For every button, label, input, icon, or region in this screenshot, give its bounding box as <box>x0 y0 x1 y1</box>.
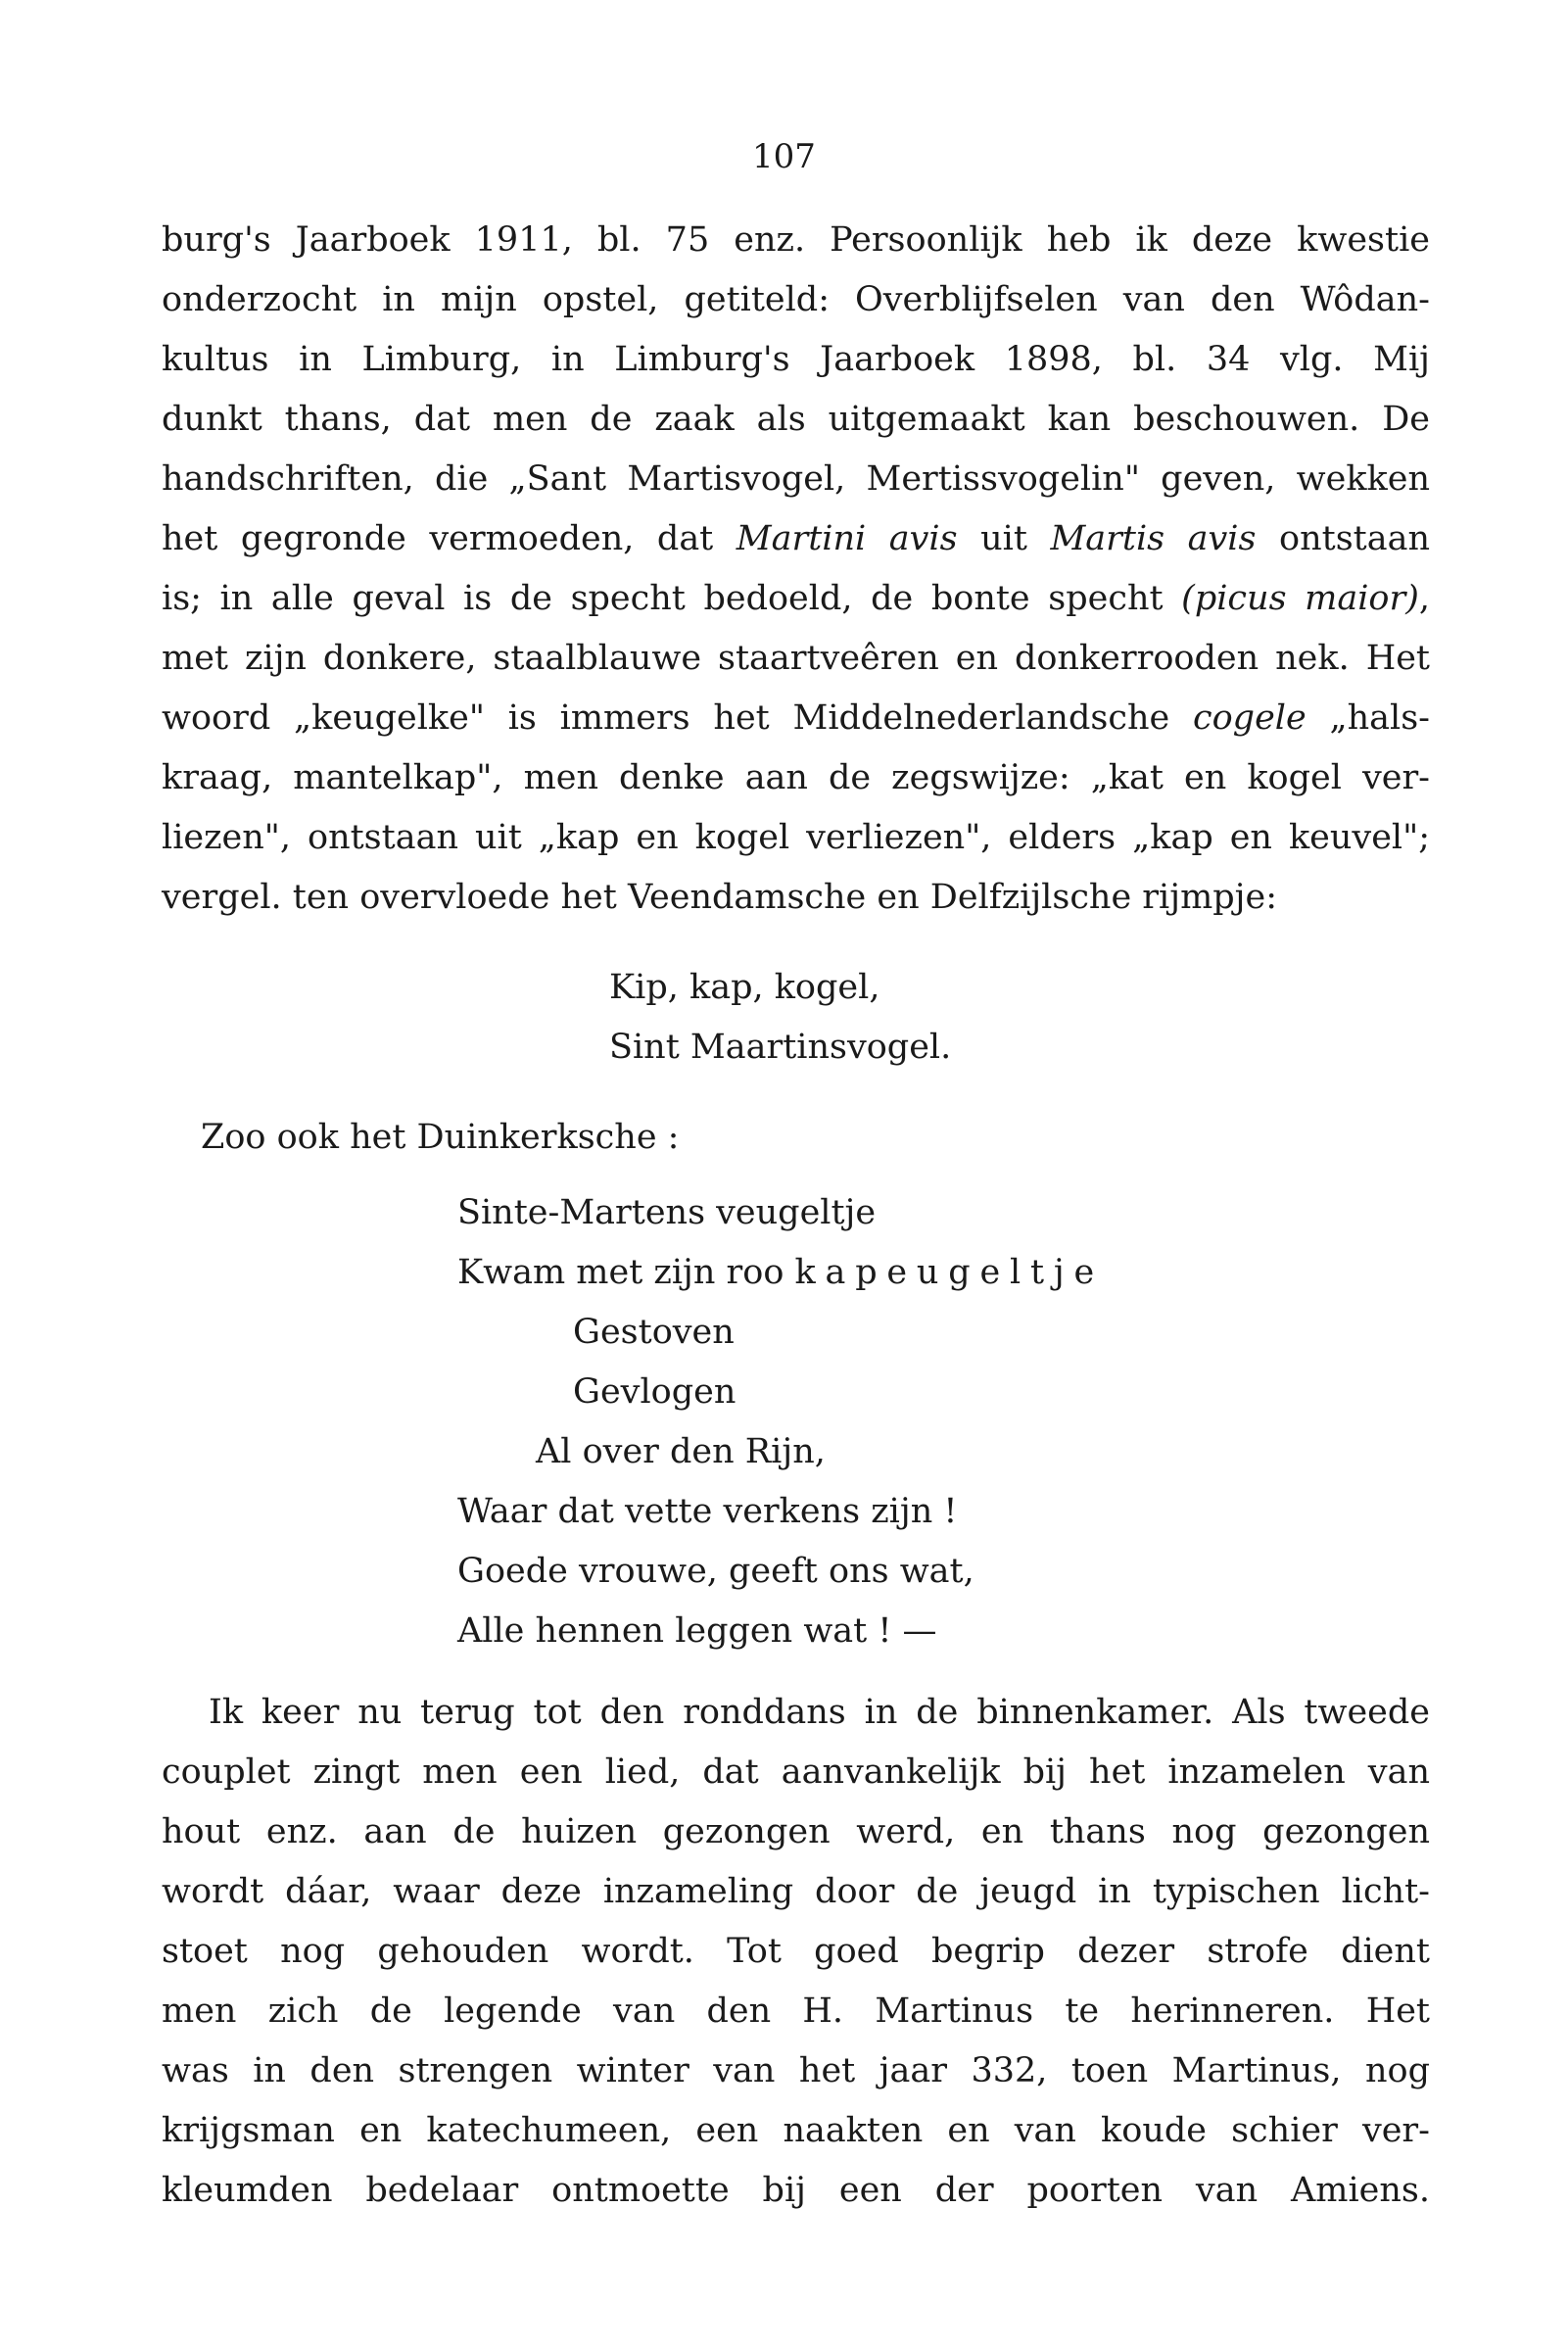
page-number: 107 <box>752 137 816 176</box>
text-line <box>162 689 1430 748</box>
text-line: wordt dáar, waar deze inzameling door de jeugd in typischen licht- <box>162 1872 1430 1911</box>
verse-line: Waar dat vette verkens zijn ! <box>457 1492 958 1531</box>
text-line: Ik keer nu terug tot den ronddans in de binnenkamer. Als tweede <box>209 1693 1430 1732</box>
text-line: onderzocht in mijn opstel, getiteld: Overblijfselen van den Wôdan- <box>162 280 1430 319</box>
text-line: kraag, mantelkap", men denke aan de zegswijze: „kat en kogel ver- <box>162 758 1430 797</box>
text-line: hout enz. aan de huizen gezongen werd, en thans nog gezongen <box>162 1812 1430 1851</box>
verse-line: Zoo ook het Duinkerksche : <box>201 1118 680 1157</box>
text-run: „hals- <box>1306 698 1430 738</box>
text-line: stoet nog gehouden wordt. Tot goed begrip dezer strofe dient <box>162 1932 1430 1971</box>
text-run: uit <box>957 519 1051 558</box>
verse-line: Sint Maartinsvogel. <box>609 1028 952 1067</box>
text-run: ontstaan <box>1256 519 1430 558</box>
verse-line: Gevlogen <box>573 1372 736 1412</box>
text-line: couplet zingt men een lied, dat aanvankelijk bij het inzamelen van <box>162 1752 1430 1792</box>
verse-line: Kip, kap, kogel, <box>609 968 880 1007</box>
spaced-word: kapeugeltje <box>794 1253 1105 1292</box>
italic-term: Martis avis <box>1050 519 1257 558</box>
rhyme-veendam <box>609 958 951 1078</box>
verse-line: Gestoven <box>573 1313 735 1352</box>
text-line: kultus in Limburg, in Limburg's Jaarboek 1898, bl. 34 vlg. Mij <box>162 340 1430 379</box>
paragraph-2 <box>162 1683 1430 2221</box>
text-line <box>162 509 1430 569</box>
text-run: , <box>1418 579 1430 618</box>
text-line: met zijn donkere, staalblauwe staartveêren en donkerrooden nek. Het <box>162 639 1430 678</box>
text-line: was in den strengen winter van het jaar 332, toen Martinus, nog <box>162 2051 1430 2090</box>
text-line: kleumden bedelaar ontmoette bij een der poorten van Amiens. <box>162 2171 1430 2210</box>
text-line: vergel. ten overvloede het Veendamsche en Delfzijlsche rijmpje: <box>162 878 1278 917</box>
verse-line <box>457 1243 1104 1303</box>
text-line: krijgsman en katechumeen, een naakten en van koude schier ver- <box>162 2111 1430 2150</box>
text-line: burg's Jaarboek 1911, bl. 75 enz. Persoonlijk heb ik deze kwestie <box>162 220 1430 260</box>
text-run: Kwam met zijn roo <box>457 1253 795 1292</box>
verse-line: Goede vrouwe, geeft ons wat, <box>457 1552 974 1591</box>
verse-line: Alle hennen leggen wat ! — <box>457 1611 937 1651</box>
verse-line: Sinte-Martens veugeltje <box>457 1193 877 1232</box>
paragraph-1 <box>162 211 1430 928</box>
italic-term: (picus maior) <box>1181 579 1419 618</box>
verse-line: Al over den Rijn, <box>536 1432 826 1471</box>
text-line: handschriften, die „Sant Martisvogel, Mertissvogelin" geven, wekken <box>162 459 1430 499</box>
text-line: men zich de legende van den H. Martinus te herinneren. Het <box>162 1992 1430 2031</box>
text-line: liezen", ontstaan uit „kap en kogel verliezen", elders „kap en keuvel"; <box>162 818 1430 857</box>
text-run: is; in alle geval is de specht bedoeld, de bonte specht <box>162 579 1182 618</box>
italic-term: cogele <box>1192 698 1307 738</box>
text-run: het gegronde vermoeden, dat <box>162 519 736 558</box>
text-line: dunkt thans, dat men de zaak als uitgemaakt kan beschouwen. De <box>162 400 1430 439</box>
rhyme-duinkerken <box>457 1183 1104 1661</box>
text-run: woord „keugelke" is immers het Middelnederlandsche <box>162 698 1193 738</box>
italic-term: Martini avis <box>736 519 958 558</box>
intro-duinkerksche <box>201 1108 679 1168</box>
text-line <box>162 569 1430 629</box>
